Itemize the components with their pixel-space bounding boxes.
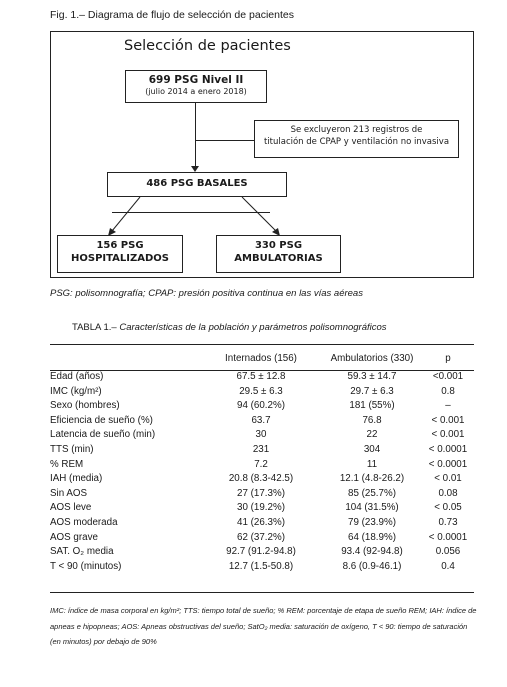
table-cell: 93.4 (92-94.8): [341, 546, 403, 558]
table-title: [72, 322, 387, 333]
table-row: [50, 428, 474, 443]
table-cell: 29.7 ± 6.3: [350, 385, 394, 397]
table-row: [50, 516, 474, 531]
table-row: [50, 501, 474, 516]
table-cell: 92.7 (91.2-94.8): [226, 546, 296, 558]
table-cell: 304: [363, 443, 381, 455]
flow-branch-left: [112, 197, 140, 231]
flow-box-total-dates: (julio 2014 a enero 2018): [145, 87, 247, 96]
table-cell: 0.08: [438, 487, 458, 499]
table-cell: 231: [252, 443, 270, 455]
table-cell: 181 (55%): [349, 400, 395, 412]
table-bottom-rule: [50, 592, 474, 593]
table-cell: Edad (años): [50, 371, 104, 382]
table-cell: 7.2: [254, 458, 268, 470]
data-table: [50, 348, 474, 574]
table-cell: Sexo (hombres): [50, 400, 120, 412]
table-cell: 27 (17.3%): [237, 487, 285, 499]
table-cell: AOS leve: [50, 502, 92, 514]
table-cell: 12.7 (1.5-50.8): [228, 560, 294, 572]
flow-box-inpatient: [57, 235, 183, 273]
table-cell: Sin AOS: [50, 487, 88, 499]
table-top-rule: [50, 344, 474, 345]
table-cell: 30: [255, 429, 267, 441]
table-row: [50, 414, 474, 429]
table-cell: 76.8: [362, 414, 382, 426]
table-cell: IAH (media): [50, 473, 103, 485]
table-cell: 104 (31.5%): [345, 502, 399, 514]
table-cell: 22: [366, 429, 378, 441]
table-row: [50, 370, 474, 385]
table-header-rule: [50, 370, 474, 371]
figure-title: Fig. 1.– Diagrama de flujo de selección de pacientes: [50, 9, 294, 21]
table-cell: 0.8: [441, 385, 455, 397]
table-cell: < 0.001: [431, 414, 465, 426]
table-cell: –: [445, 400, 451, 412]
table-cell: 11: [366, 458, 378, 470]
table-cell: 59.3 ± 14.7: [347, 371, 397, 382]
table-row: [50, 443, 474, 458]
table-cell: T < 90 (minutos): [50, 560, 122, 572]
table-cell: 0.056: [435, 546, 461, 558]
table-cell: < 0.0001: [428, 443, 468, 455]
table-row: [50, 385, 474, 400]
table-cell: 79 (23.9%): [348, 516, 396, 528]
table-cell: 8.6 (0.9-46.1): [342, 560, 402, 572]
table-cell: < 0.0001: [428, 458, 468, 470]
table-cell: Eficiencia de sueño (%): [50, 414, 153, 426]
table-cell: AOS grave: [50, 531, 98, 543]
table-cell: 0.4: [441, 560, 455, 572]
figure-caption: PSG: polisomnografía; CPAP: presión positiva continua en las vías aéreas: [50, 288, 363, 299]
table-cell: 30 (19.2%): [237, 502, 285, 514]
table-row: [50, 560, 474, 575]
table-header-cell: [50, 348, 200, 370]
table-header-cell: Internados (156): [225, 352, 297, 364]
table-row: [50, 487, 474, 502]
table-row: [50, 472, 474, 487]
table-header-row: [50, 348, 474, 370]
flowchart-title: Selección de pacientes: [124, 38, 291, 54]
flow-box-baseline-label: 486 PSG BASALES: [146, 178, 248, 189]
table-cell: 85 (25.7%): [348, 487, 396, 499]
table-cell: Latencia de sueño (min): [50, 429, 156, 441]
table-cell: 20.8 (8.3-42.5): [228, 473, 294, 485]
table-cell: 0.73: [438, 516, 458, 528]
table-cell: 94 (60.2%): [237, 400, 285, 412]
table-caption: Características de la población y parámetros polisomnográficos: [119, 322, 387, 333]
table-row: [50, 531, 474, 546]
table-cell: % REM: [50, 458, 84, 470]
flow-box-outpatient: [216, 235, 341, 273]
table-header-cell: p: [445, 352, 451, 364]
table-cell: 12.1 (4.8-26.2): [339, 473, 405, 485]
table-header-cell: Ambulatorios (330): [330, 352, 414, 364]
flow-branch-right: [242, 197, 276, 231]
table-cell: AOS moderada: [50, 516, 118, 528]
table-cell: 62 (37.2%): [237, 531, 285, 543]
table-footnote: IMC: índice de masa corporal en kg/m²; TTS: tiempo total de sueño; % REM: porcentaje de etapa de sueño REM; IAH: índice de apneas e hipopneas; AOS: Apneas obstructivas del sueño; SatO₂ media: saturación de oxígeno, T < 90: tiempo de saturación (en minutos) por debajo de 90%: [50, 606, 477, 646]
table-label: TABLA 1.–: [72, 322, 117, 333]
table-cell: 63.7: [251, 414, 271, 426]
table-row: [50, 399, 474, 414]
table-cell: 67.5 ± 12.8: [236, 371, 286, 382]
table-cell: 64 (18.9%): [348, 531, 396, 543]
flow-box-inpatient-label: HOSPITALIZADOS: [71, 253, 169, 264]
flow-box-outpatient-label: AMBULATORIAS: [234, 253, 323, 264]
table-cell: 41 (26.3%): [237, 516, 285, 528]
flow-box-total-label: 699 PSG Nivel II: [148, 74, 244, 86]
table-cell: <0.001: [432, 371, 464, 382]
table-row: [50, 458, 474, 473]
flow-box-excluded-line2: titulación de CPAP y ventilación no invasiva: [263, 137, 450, 147]
table-cell: TTS (min): [50, 443, 94, 455]
table-cell: SAT. O₂ media: [50, 546, 114, 558]
table-cell: IMC (kg/m²): [50, 385, 102, 397]
table-cell: < 0.01: [434, 473, 462, 485]
table-cell: < 0.001: [431, 429, 465, 441]
flow-box-excluded-line1: Se excluyeron 213 registros de: [290, 125, 423, 135]
table-cell: 29.5 ± 6.3: [239, 385, 283, 397]
table-cell: < 0.05: [434, 502, 462, 514]
table-cell: < 0.0001: [428, 531, 468, 543]
table-row: [50, 545, 474, 560]
flow-box-inpatient-count: 156 PSG: [96, 240, 144, 251]
flow-box-outpatient-count: 330 PSG: [254, 240, 303, 251]
